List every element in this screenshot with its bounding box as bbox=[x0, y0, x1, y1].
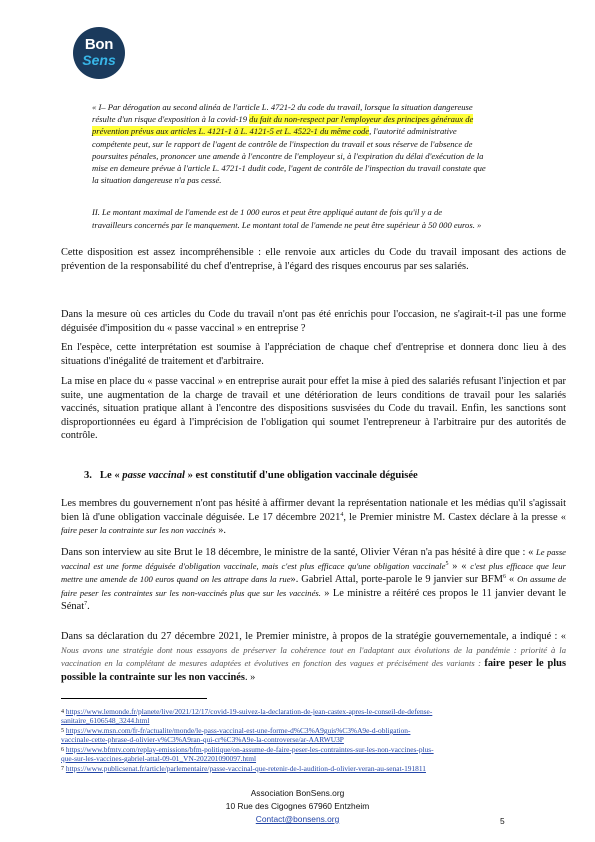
text: « bbox=[505, 574, 518, 586]
quote-text: résulte d'un risque d'exposition à la covid-19 bbox=[92, 114, 250, 124]
footnote-ref[interactable]: 6 bbox=[502, 574, 506, 581]
quote-line: la situation dangereuse n'a pas cessé. bbox=[92, 175, 222, 185]
quoted-text: Le passe vaccinal est une forme déguisée d'obligation vaccinale, mais c'est plus efficace qu'une obligation vaccinale bbox=[61, 547, 566, 571]
text: , le Premier ministre M. Castex déclare à la presse « bbox=[343, 511, 566, 523]
paragraph: En l'espèce, cette interprétation est soumise à l'appréciation de chaque chef d'entreprise et donnera donc lieu à des situations d'inégalité de traitement et d'arbitraire. bbox=[61, 342, 566, 367]
footnote-number: 4 bbox=[61, 709, 64, 715]
text: Les membres du gouvernement n'ont pas hésité à affirmer devant la représentation nationale et les médias qu'il s'agissait bien là d'une obligation vaccinale déguisée. Le 17 décembre 2021 bbox=[61, 498, 566, 523]
quote-line: II. Le montant maximal de l'amende est de 1 000 euros et peut être appliqué autant de fois qu'il y a de bbox=[92, 207, 443, 217]
text: Dans son interview au site Brut le 18 décembre, le ministre de la santé, Olivier Véran n'a pas hésité à dire que : « bbox=[61, 547, 537, 558]
footnote-number: 7 bbox=[61, 766, 64, 772]
highlighted-text: prévention prévus aux articles L. 4121-1 à L. 4121-5 et L. 4522-1 du même code bbox=[92, 126, 370, 136]
section-heading bbox=[84, 470, 418, 481]
footnote-ref[interactable]: 5 bbox=[445, 560, 449, 567]
footnote bbox=[61, 736, 566, 745]
bonsens-logo bbox=[73, 27, 125, 79]
logo-text-bon: Bon bbox=[84, 36, 114, 53]
footnote-ref[interactable]: 4 bbox=[340, 511, 344, 518]
text: ». bbox=[215, 525, 226, 537]
footnote-link[interactable]: https://www.lemonde.fr/planete/live/2021/12/17/covid-19-suivez-la-declaration-de-jean-castex-apres-le-conseil-de-defense- bbox=[65, 707, 433, 716]
quoted-text: faire peser la contrainte sur les non vaccinés bbox=[61, 525, 216, 536]
heading-emphasis: passe vaccinal bbox=[122, 470, 185, 481]
heading-number: 3. bbox=[84, 470, 92, 481]
footnote-link[interactable]: sanitaire_6106548_3244.html bbox=[61, 716, 150, 725]
quote-text: , l'autorité administrative bbox=[369, 126, 457, 136]
paragraph bbox=[61, 630, 566, 684]
footnote-number: 6 bbox=[61, 747, 64, 753]
quote-line: poursuites pénales, prononcer une amende à l'encontre de l'employeur si, à l'expiration du délai d'exécution de la bbox=[92, 151, 484, 161]
paragraph bbox=[61, 546, 566, 614]
footer-org: Association BonSens.org bbox=[250, 788, 345, 798]
footnote bbox=[61, 755, 566, 764]
page-number: 5 bbox=[500, 816, 505, 826]
quote-line: « I– Par dérogation au second alinéa de l'article L. 4721-2 du code du travail, lorsque la situation dangereuse bbox=[92, 102, 473, 112]
footnote bbox=[61, 765, 566, 774]
footnote-link[interactable]: https://www.publicsenat.fr/article/parlementaire/passe-vaccinal-que-retenir-de-l-audition-d-olivier-veran-au-senat-191811 bbox=[65, 764, 426, 773]
highlighted-text: du fait du non-respect par l'employeur des principes généraux de bbox=[249, 114, 474, 124]
paragraph: Dans la mesure où ces articles du Code du travail n'ont pas été enrichis pour l'occasion, ne s'agirait-t-il pas une forme déguisée d'imposition du « passe vaccinal » en entreprise ? bbox=[61, 309, 566, 334]
paragraph: Cette disposition est assez incompréhensible : elle renvoie aux articles du Code du travail imposant des actions de prévention de la responsabilité du chef d'entreprise, à l'égard des risques encourus par ses salariés. bbox=[61, 247, 566, 272]
heading-text: Le « bbox=[99, 470, 123, 481]
quote-line: mise en demeure prévue à l'article L. 4721-1 dudit code, l'agent de contrôle de l'inspection du travail constate que bbox=[92, 163, 486, 173]
text: » « bbox=[448, 560, 471, 572]
text: . » bbox=[244, 671, 256, 683]
footnote bbox=[61, 717, 566, 726]
bold-quoted-text: faire peser le plus possible la contrainte sur les non vaccinés bbox=[61, 658, 566, 683]
quote-line: travailleurs concernés par le manquement. Le montant total de l'amende ne peut être supérieur à 50 000 euros. » bbox=[92, 220, 482, 230]
quote-line bbox=[92, 113, 530, 125]
footnote-ref[interactable]: 7 bbox=[84, 601, 88, 608]
text: » Le ministre a réitéré ces propos le 11 janvier devant le Sénat bbox=[61, 587, 566, 613]
footnote-link[interactable]: vaccinale-cette-phrase-d-olivier-v%C3%A9ran-qui-cr%C3%A9e-la-controverse/ar-AARWU3P bbox=[61, 735, 344, 744]
paragraph bbox=[61, 497, 566, 538]
paragraph: La mise en place du « passe vaccinal » en entreprise aurait pour effet la mise à pied des salariés refusant l'injection et par suite, une augmentation de la charge de travail et une détérioration de leurs conditions de travail pour les salariés vaccinés, situation pratique allant à l'encontre des dispositions susvisées du Code du travail. Enfin, les sanctions sont disproportionnées eu égard à l'imprécision de l'obligation qui soumet l'entrepreneur à l'arbitraire pur des autorités de contrôle. bbox=[61, 376, 566, 442]
quoted-text: c'est plus efficace que leur mettre une amende de 100 euros quand on les attrape dans la rue bbox=[61, 560, 567, 585]
quote-line bbox=[92, 125, 530, 137]
footer-address: 10 Rue des Cigognes 67960 Entzheim bbox=[225, 801, 370, 811]
footnote-link[interactable]: https://www.msn.com/fr-fr/actualite/monde/le-pass-vaccinal-est-une-forme-d%C3%A9guis%C3%A9e-d-obligation- bbox=[65, 726, 411, 735]
logo-text-sens: Sens bbox=[82, 52, 116, 68]
footnote-divider bbox=[61, 698, 207, 699]
quote-line: compétente peut, sur le rapport de l'agent de contrôle de l'inspection du travail et sous réserve de l'absence de bbox=[92, 139, 473, 149]
footnote-link[interactable]: que-sur-les-vaccines-gabriel-attal-09-01_VN-202201090097.html bbox=[61, 754, 257, 763]
footer-email-link[interactable]: Contact@bonsens.org bbox=[255, 814, 340, 824]
quoted-text: On assume de faire peser les contraintes sur les non-vaccinés plus que sur les vaccinés. bbox=[61, 574, 567, 598]
text: Dans sa déclaration du 27 décembre 2021, le Premier ministre, à propos de la stratégie gouvernementale, a indiqué : « bbox=[61, 631, 566, 642]
quoted-text: Nous avons une stratégie dont nous essayons de préserver la cohérence tout en l'adaptant aux évolutions de la pandémie : priorité à la vaccination en la complétant de mesures adaptées et évolutives en fonction des vagues et précisément des variants : bbox=[61, 644, 566, 669]
text: . bbox=[87, 601, 90, 613]
footnote-link[interactable]: https://www.bfmtv.com/replay-emissions/bfm-politique/on-assume-de-faire-peser-les-contraintes-sur-les-non-vaccines-plus- bbox=[65, 745, 434, 754]
heading-text: » est constitutif d'une obligation vaccinale déguisée bbox=[184, 470, 418, 481]
text: ». Gabriel Attal, porte-parole le 9 janvier sur BFM bbox=[290, 574, 503, 586]
footnote-number: 5 bbox=[61, 728, 64, 734]
